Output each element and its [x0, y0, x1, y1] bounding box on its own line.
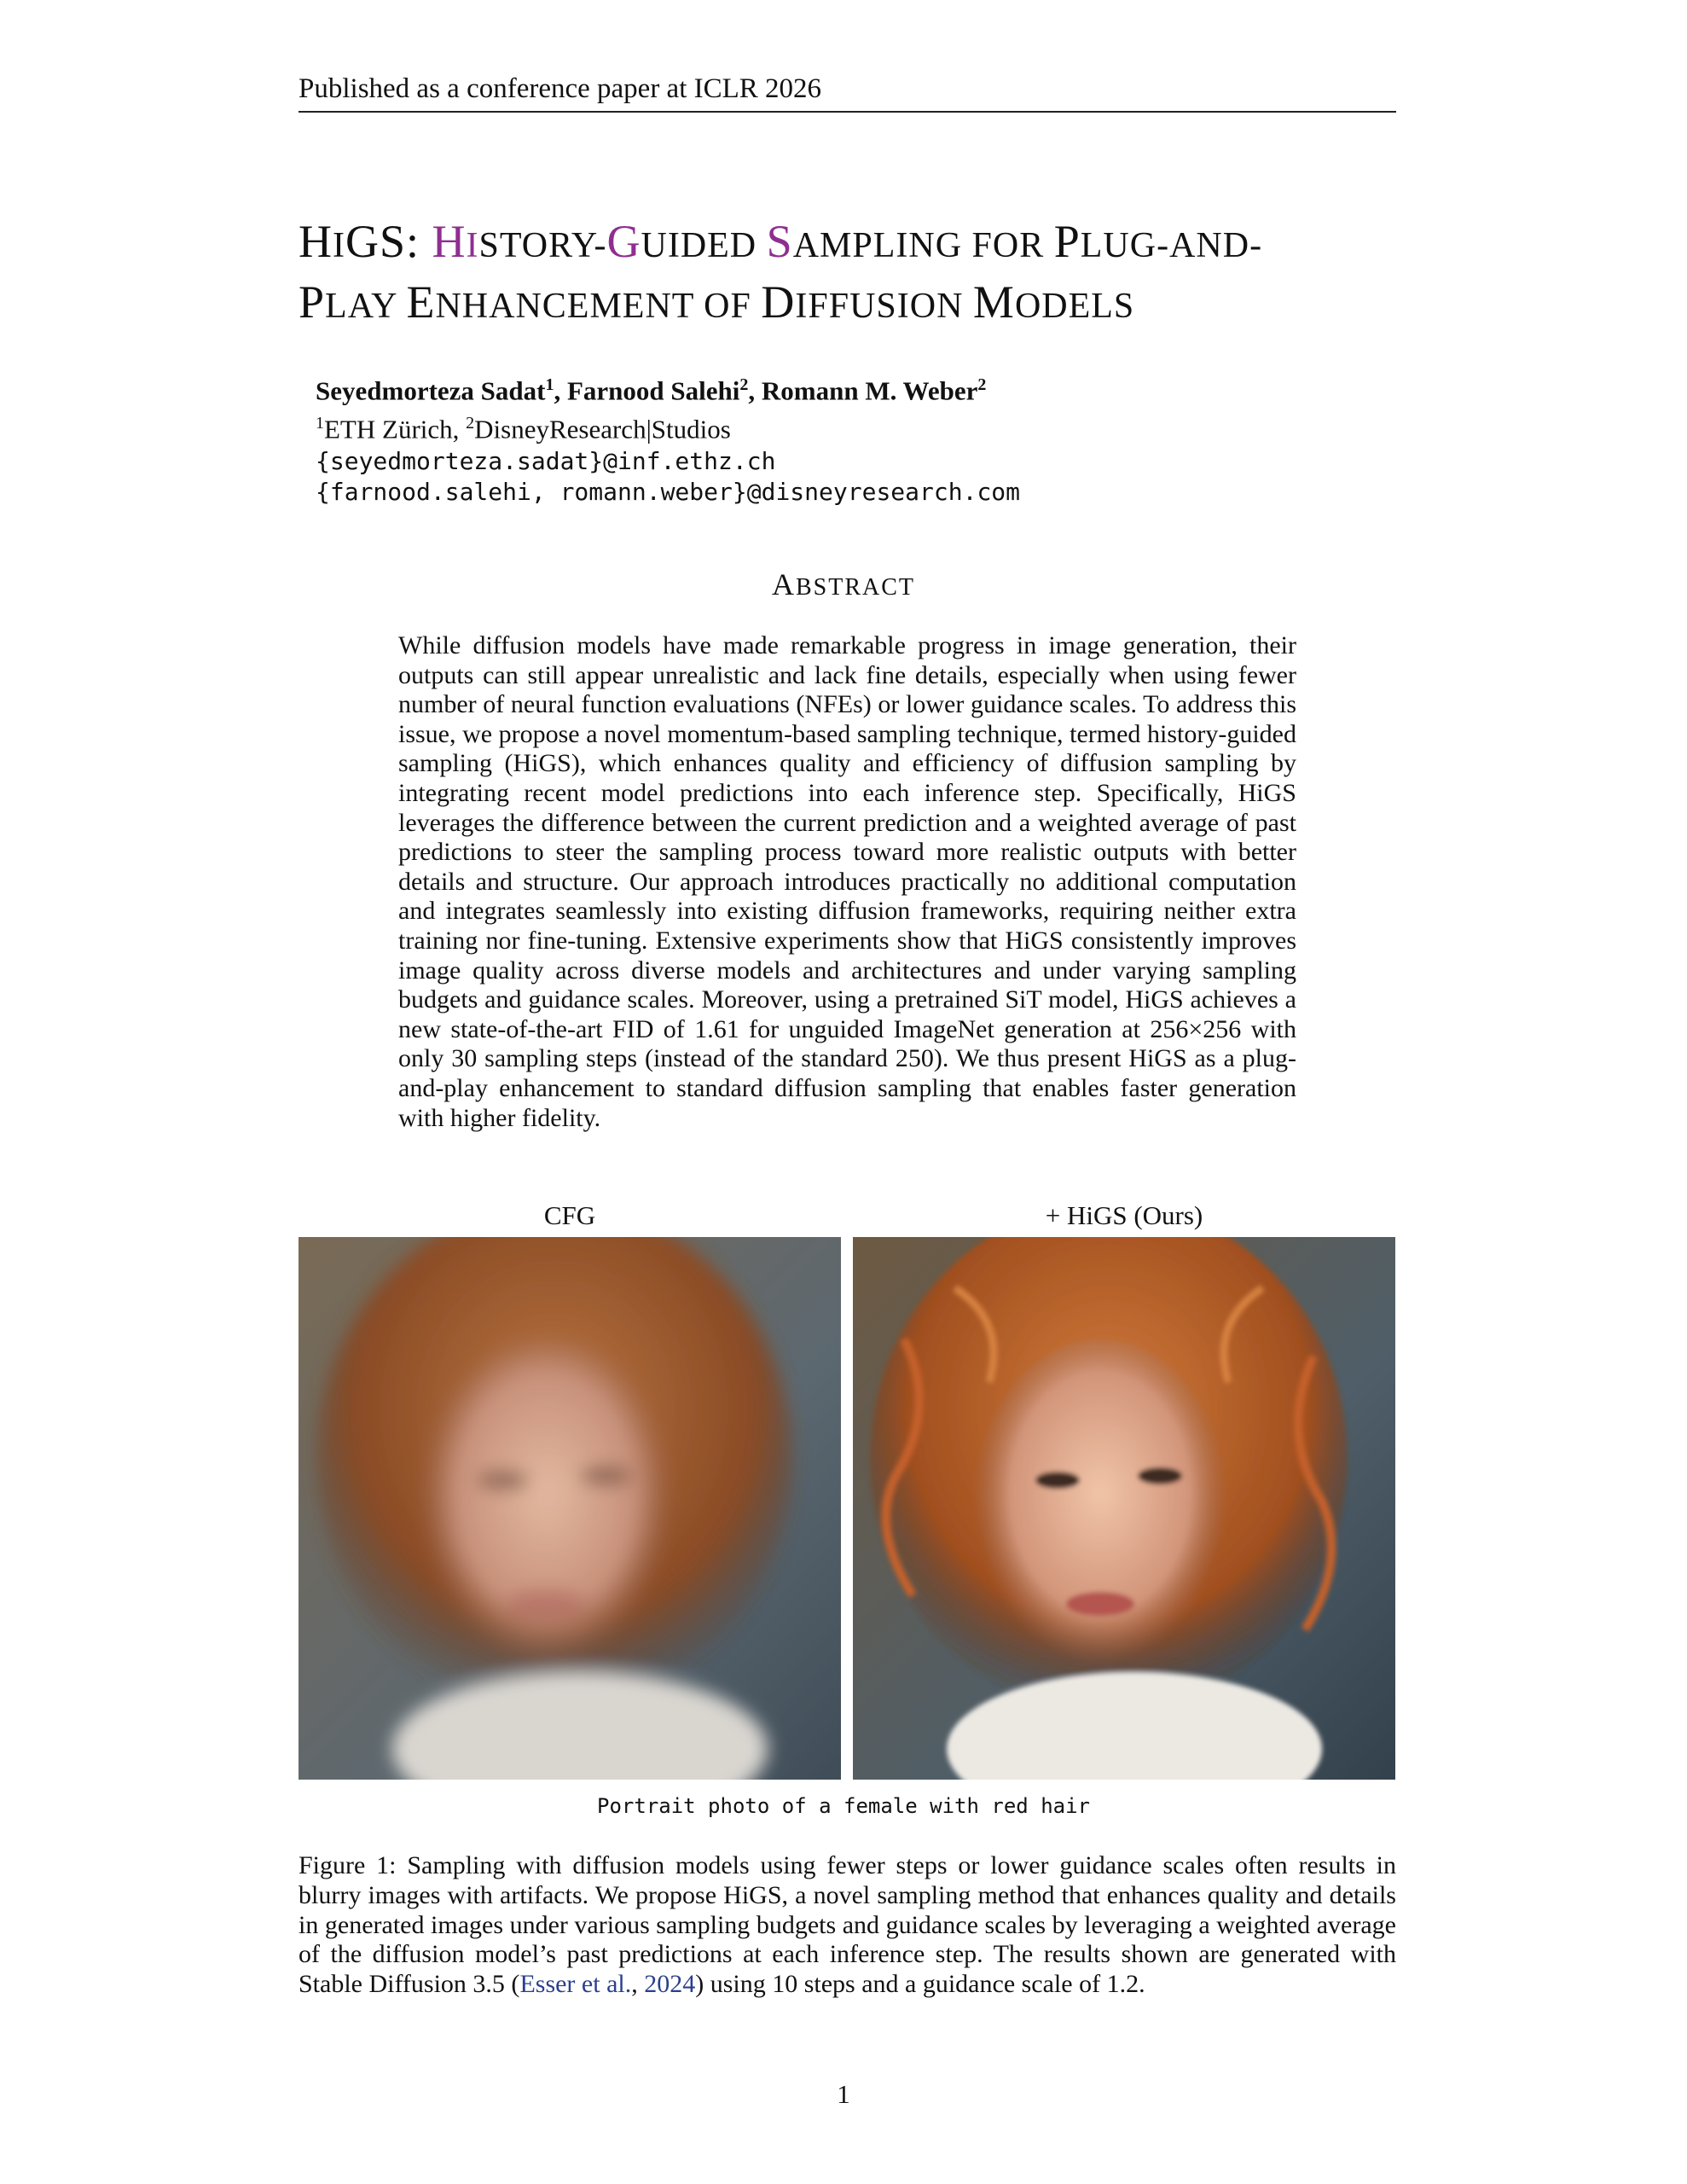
affiliation-2: DisneyResearch|Studios	[474, 414, 731, 444]
title-capital: P	[299, 276, 326, 328]
citation-separator: ,	[631, 1970, 645, 1999]
title-capital: E	[406, 276, 436, 328]
figure-label-higs: + HiGS (Ours)	[1045, 1200, 1203, 1230]
title-capital: H	[299, 216, 333, 267]
title-smallcaps: I	[466, 226, 479, 265]
author-affil-sup: 2	[739, 375, 749, 394]
title-smallcaps: NHANCEMENT OF	[435, 287, 762, 326]
title-smallcaps: UIDED	[641, 226, 767, 265]
title-line-1	[299, 213, 1407, 274]
figure-image-cfg	[299, 1237, 841, 1780]
figure-caption	[299, 1851, 1396, 2000]
title-line-2	[299, 274, 1407, 334]
title-smallcaps: LUG-AND-	[1080, 226, 1263, 265]
title-smallcaps: LAY	[325, 287, 407, 326]
author-affil-sup: 2	[977, 375, 987, 394]
affiliation-1: ETH Zürich,	[324, 414, 467, 444]
email-1: {seyedmorteza.sadat}@inf.ethz.ch	[316, 446, 776, 475]
citation-author-link[interactable]: Esser et al.	[519, 1970, 632, 1999]
author-block	[316, 369, 1339, 508]
abstract-heading-rest: BSTRACT	[795, 574, 916, 601]
title-capital: H	[432, 216, 467, 267]
citation-year-link[interactable]: 2024	[644, 1970, 696, 1999]
title-smallcaps: IFFUSION	[795, 287, 973, 326]
abstract-heading	[0, 566, 1687, 602]
author-name: Romann M. Weber	[761, 375, 978, 406]
title-smallcaps: ODELS	[1014, 287, 1135, 326]
author-names: Seyedmorteza Sadat$^1$, Farnood Salehi$^2$, Romann M. Weber$^2$	[316, 375, 987, 406]
figure-image-higs	[853, 1237, 1395, 1780]
title-smallcaps: STORY-	[478, 226, 607, 265]
affil-sup: 1	[316, 414, 324, 433]
title-capital: P	[1053, 216, 1081, 267]
affiliations	[316, 407, 1339, 445]
author-name: Seyedmorteza Sadat	[316, 375, 546, 406]
title-smallcaps: I	[333, 226, 345, 265]
title-capital: D	[761, 276, 796, 328]
title-capital: M	[972, 276, 1015, 328]
title-capital: GS:	[345, 216, 432, 267]
abstract-body: While diffusion models have made remarkable progress in image generation, their outputs can still appear unrealistic and lack fine details, especially when using fewer number of neural function evaluations (NFEs) or lower guidance scales. To address this issue, we propose a novel momentum-based sampling technique, termed history-guided sampling (HiGS), which enhances quality and efficiency of diffusion sampling by integrating recent model predictions into each inference step. Specifically, HiGS leverages the difference between the current prediction and a weighted average of past predictions to steer the sampling process toward more realistic outputs with better details and structure. Our approach introduces practically no additional computation and integrates seamlessly into existing diffusion frameworks, requiring neither extra training nor fine-tuning. Extensive experiments show that HiGS consistently improves image quality across diverse models and architectures and under varying sampling budgets and guidance scales. Moreover, using a pretrained SiT model, HiGS achieves a new state-of-the-art FID of 1.61 for unguided ImageNet generation at 256×256 with only 30 sampling steps (instead of the standard 250). We thus present HiGS as a plug-and-play enhancement to standard diffusion sampling that enables faster generation with higher fidelity.	[398, 631, 1296, 1132]
abstract-heading-cap: A	[771, 567, 796, 601]
affil-sup: 2	[466, 414, 475, 433]
figure-label-cfg: CFG	[543, 1200, 596, 1230]
page-number: 1	[837, 2079, 850, 2109]
caption-text: Figure 1: Sampling with diffusion models using fewer steps or lower guidance scales often results in blurry images with artifacts. We propose HiGS, a novel sampling method that enhances quality and details in generated images under various sampling budgets and guidance scales by leveraging a weighted average of the diffusion model’s past predictions at each inference step. The results shown are generated with Stable Diffusion 3.5 (	[299, 1851, 1396, 1999]
author-affil-sup: 1	[545, 375, 554, 394]
paper-title	[299, 213, 1407, 334]
title-capital: S	[766, 216, 793, 267]
header-text: Published as a conference paper at ICLR 2026	[299, 73, 822, 104]
running-header	[299, 72, 1396, 113]
figure-prompt: Portrait photo of a female with red hair	[597, 1794, 1090, 1818]
caption-text-end: ) using 10 steps and a guidance scale of 1.2.	[695, 1970, 1145, 1999]
title-smallcaps: AMPLING FOR	[792, 226, 1054, 265]
title-capital: G	[606, 216, 641, 267]
email-2: {farnood.salehi, romann.weber}@disneyresearch.com	[316, 477, 1021, 506]
author-name: Farnood Salehi	[566, 375, 740, 406]
